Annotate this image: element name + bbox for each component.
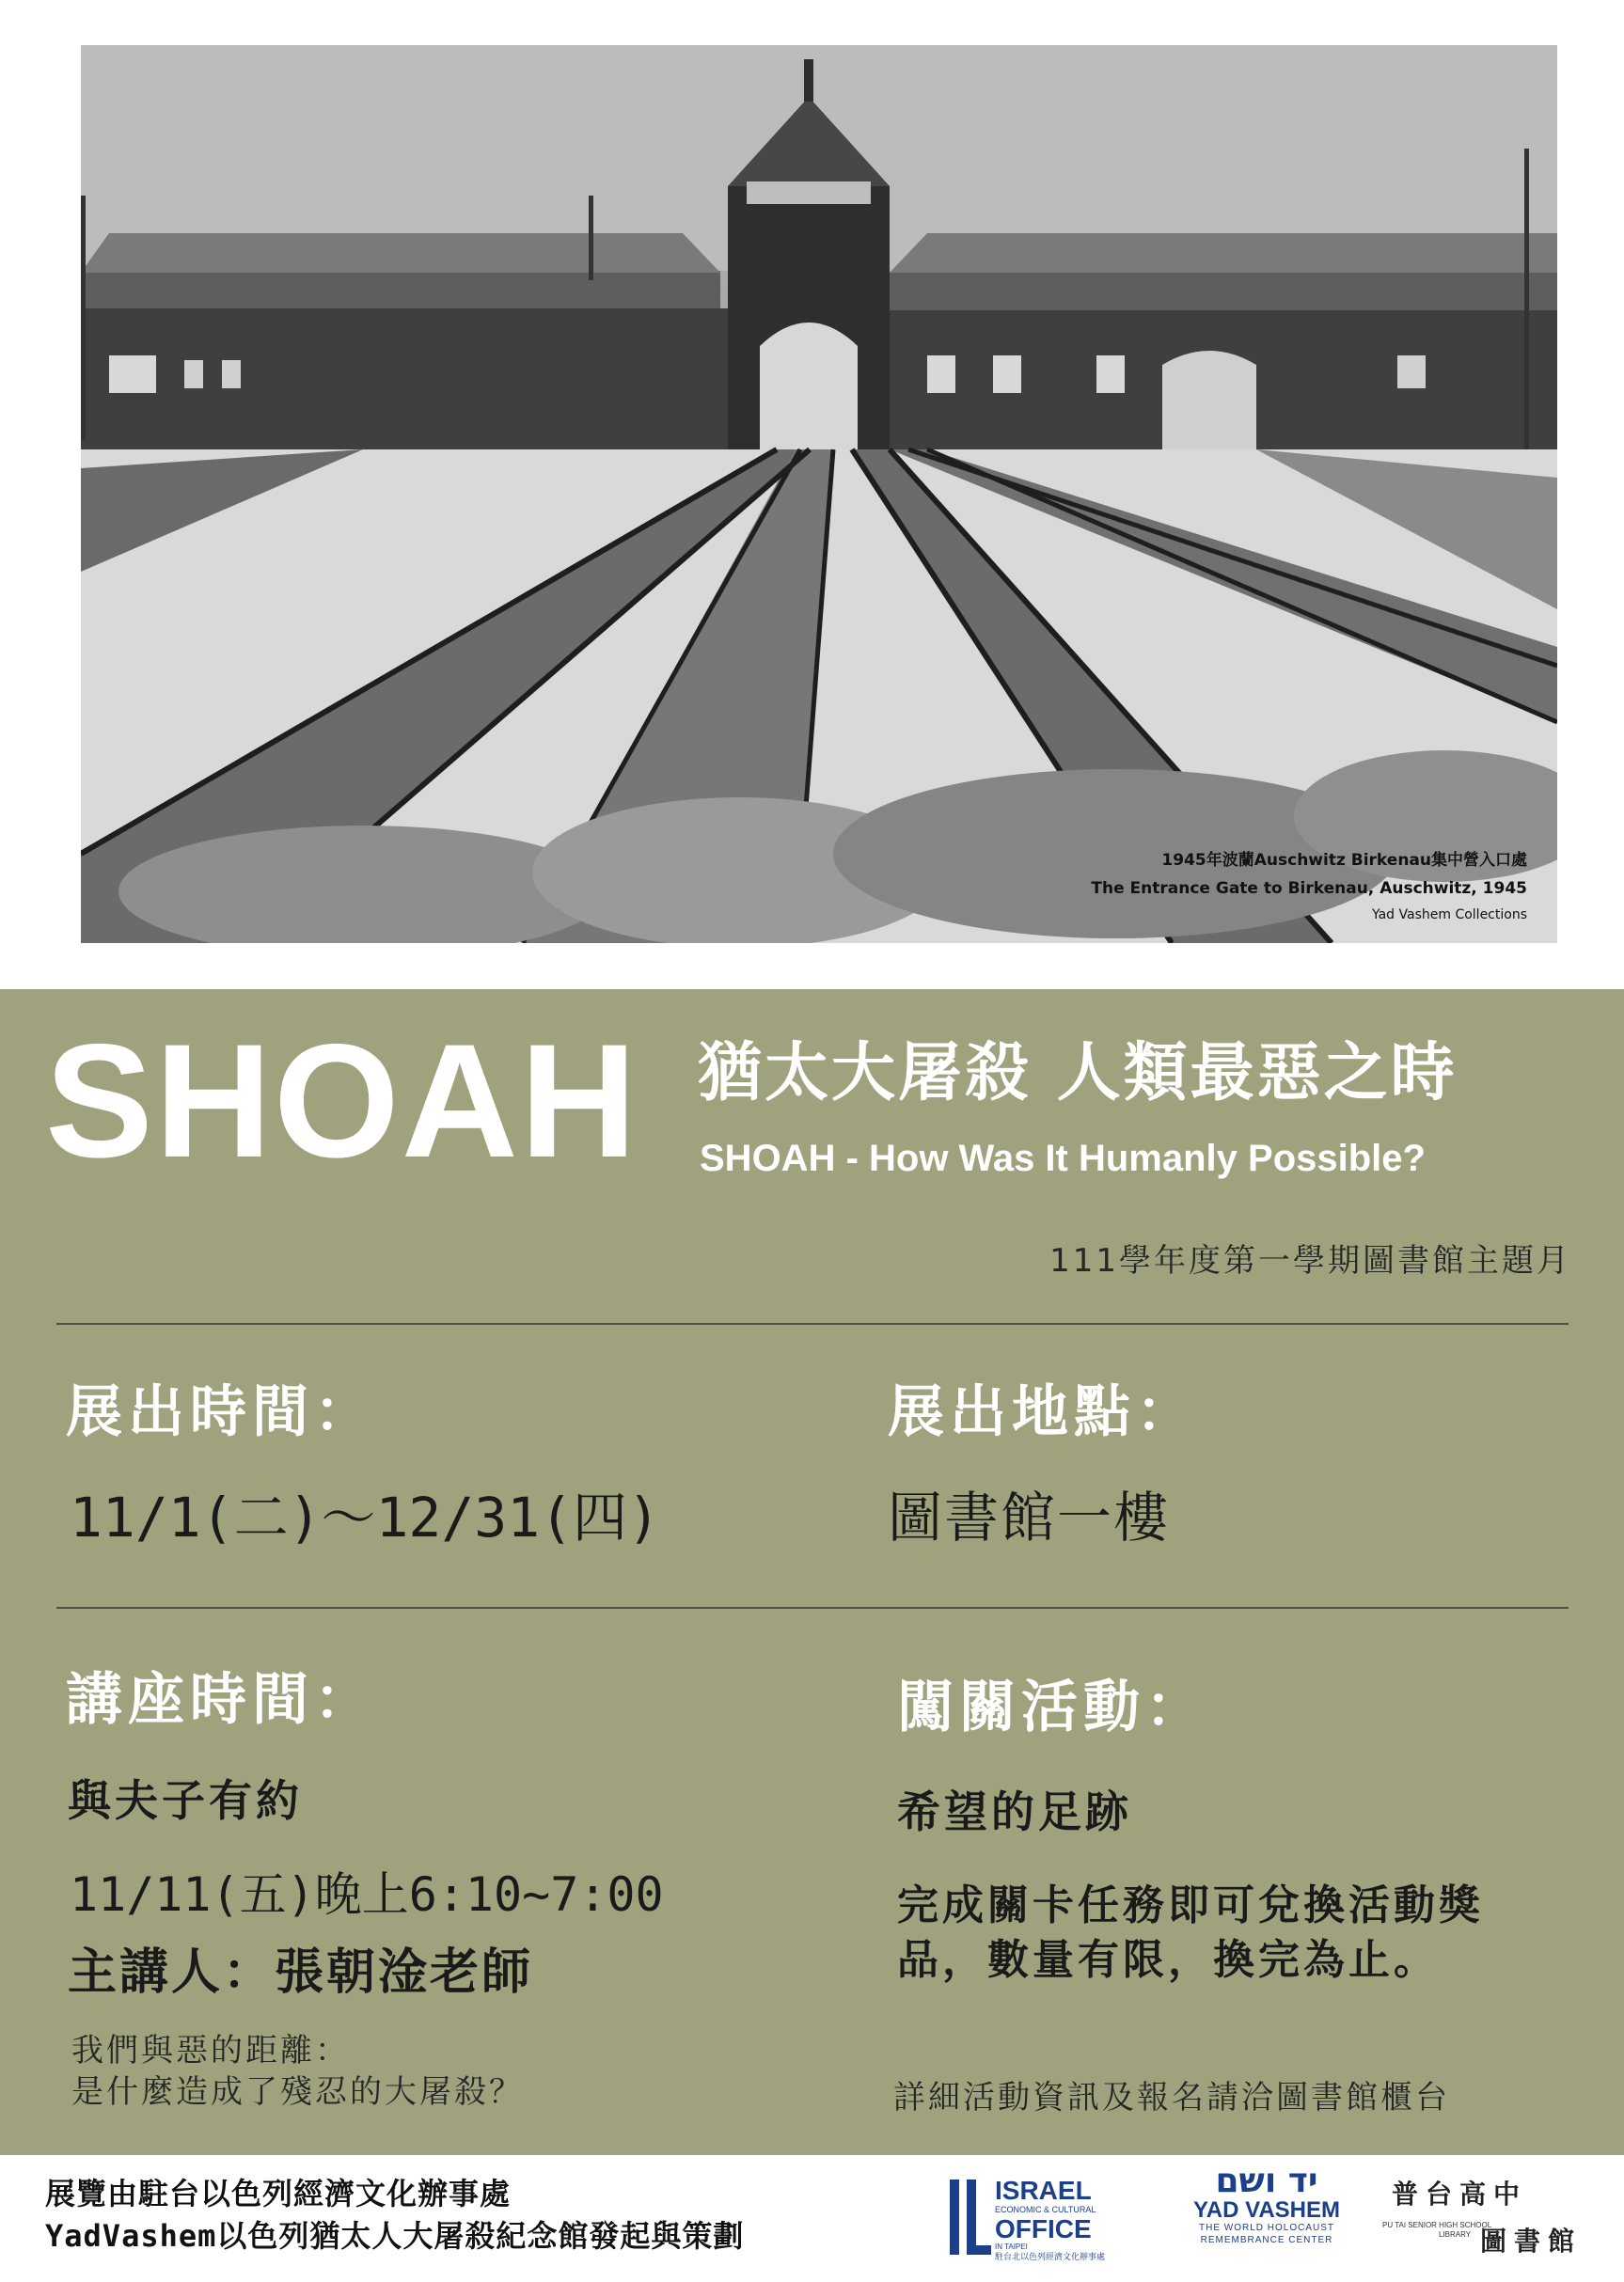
organizer-line-2: YadVashem以色列猶太人大屠殺紀念館發起與策劃 [45,2218,745,2254]
activity-note: 詳細活動資訊及報名請洽圖書館櫃台 [893,2079,1450,2117]
divider-top [56,1323,1569,1325]
english-title: SHOAH - How Was It Humanly Possible? [700,1138,1426,1179]
organizer-line-1: 展覽由駐台以色列經濟文化辦事處 [45,2176,512,2211]
exhibit-time-value: 11/1(二)～12/31(四) [70,1486,660,1550]
historical-photo [81,45,1557,943]
lecture-name: 與夫子有約 [68,1775,303,1826]
school-library-logo: 普台高中 PU TAI SENIOR HIGH SCHOOL LIBRARY 圖書館 [1382,2179,1583,2257]
activity-desc-2: 品，數量有限，換完為止。 [897,1936,1439,1984]
main-title: SHOAH [45,1011,639,1191]
activity-name: 希望的足跡 [897,1786,1132,1837]
exhibit-place-label: 展出地點： [888,1379,1198,1445]
lecture-question-2: 是什麼造成了殘忍的大屠殺？ [71,2073,524,2111]
yad-vashem-logo: יד ושם YAD VASHEM THE WORLD HOLOCAUST REMEMBRANCE CENTER [1192,2162,1341,2245]
activity-label: 闖關活動： [897,1675,1207,1740]
photo-credit: Yad Vashem Collections [1371,907,1527,922]
lecture-question-1: 我們與惡的距離： [71,2032,350,2070]
chinese-title: 猶太大屠殺 人類最惡之時 [698,1036,1458,1110]
israel-office-logo: ISRAEL ECONOMIC & CULTURAL OFFICE IN TAIPEI 駐台北以色列經濟文化辦事處 [944,2172,1160,2266]
exhibit-time-label: 展出時間： [66,1379,376,1445]
semester-subtitle: 111學年度第一學期圖書館主題月 [1049,1242,1571,1280]
lecture-speaker: 主講人：張朝淦老師 [68,1944,534,2001]
photo-caption-en: The Entrance Gate to Birkenau, Auschwitz, 1945 [1091,879,1527,898]
lecture-label: 講座時間： [66,1667,376,1733]
photo-caption-zh: 1945年波蘭Auschwitz Birkenau集中營入口處 [1161,851,1527,870]
divider-middle [56,1607,1569,1609]
activity-desc-1: 完成關卡任務即可兌換活動獎 [897,1881,1484,1929]
exhibit-place-value: 圖書館一樓 [888,1486,1171,1550]
auschwitz-gate-illustration [81,45,1557,943]
lecture-datetime: 11/11(五)晚上6:10~7:00 [70,1867,664,1922]
